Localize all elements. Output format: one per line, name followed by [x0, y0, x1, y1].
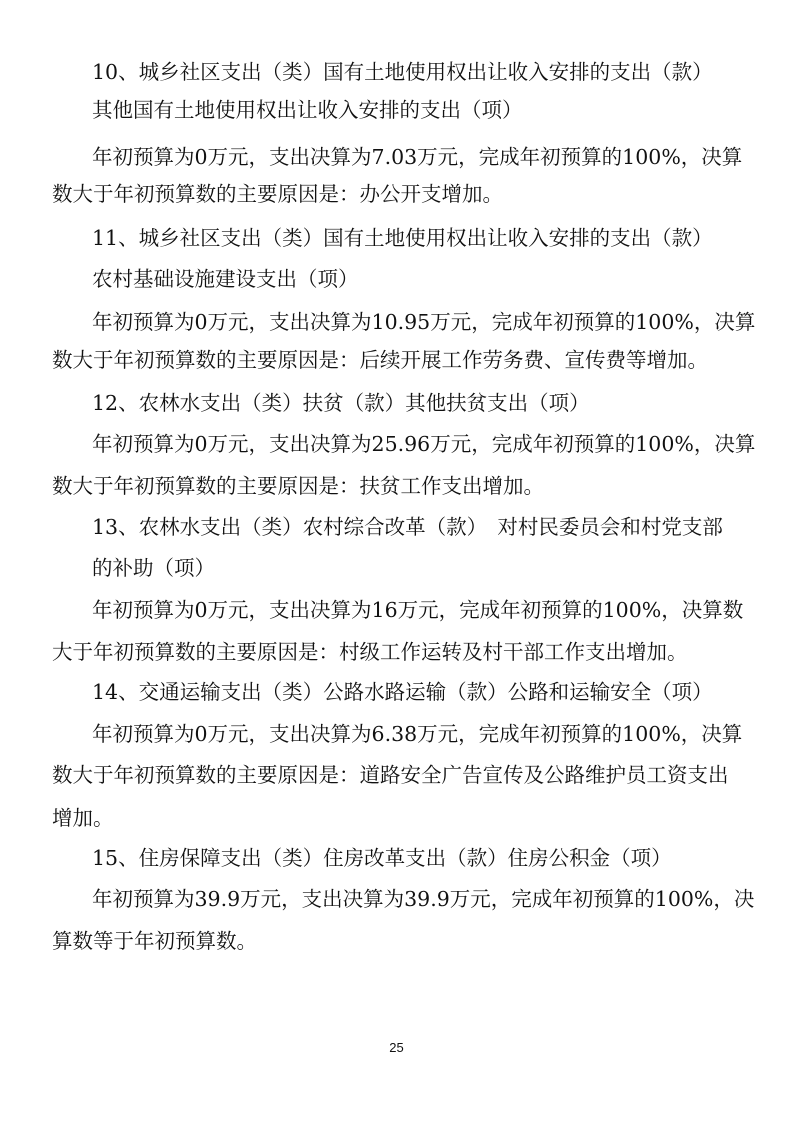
section-13-body-line-1: 年初预算为0万元，支出决算为16万元，完成年初预算的100%，决算数 — [92, 598, 744, 622]
section-12-body-line-1: 年初预算为0万元，支出决算为25.96万元，完成年初预算的100%，决算 — [92, 432, 756, 456]
section-15-heading: 15、住房保障支出（类）住房改革支出（款）住房公积金（项） — [92, 846, 672, 870]
section-13-heading-line-1: 13、农林水支出（类）农村综合改革（款） 对村民委员会和村党支部 — [92, 515, 723, 539]
section-10-body-line-2: 数大于年初预算数的主要原因是：办公开支增加。 — [52, 182, 503, 206]
section-14-body-line-3: 增加。 — [52, 806, 114, 830]
section-11-body-line-2: 数大于年初预算数的主要原因是：后续开展工作劳务费、宣传费等增加。 — [52, 348, 708, 372]
section-14-body-line-1: 年初预算为0万元，支出决算为6.38万元，完成年初预算的100%，决算 — [92, 722, 743, 746]
section-14-heading: 14、交通运输支出（类）公路水路运输（款）公路和运输安全（项） — [92, 680, 713, 704]
section-10-body-line-1: 年初预算为0万元，支出决算为7.03万元，完成年初预算的100%，决算 — [92, 145, 743, 169]
section-14-body-line-2: 数大于年初预算数的主要原因是：道路安全广告宣传及公路维护员工资支出 — [52, 763, 729, 787]
section-15-body-line-2: 算数等于年初预算数。 — [52, 929, 257, 953]
section-12-body-line-2: 数大于年初预算数的主要原因是：扶贫工作支出增加。 — [52, 474, 544, 498]
section-11-item: 农村基础设施建设支出（项） — [92, 267, 359, 291]
section-10-heading: 10、城乡社区支出（类）国有土地使用权出让收入安排的支出（款） — [92, 60, 713, 84]
section-15-body-line-1: 年初预算为39.9万元，支出决算为39.9万元，完成年初预算的100%，决 — [92, 887, 755, 911]
section-11-heading: 11、城乡社区支出（类）国有土地使用权出让收入安排的支出（款） — [92, 226, 713, 250]
section-12-heading: 12、农林水支出（类）扶贫（款）其他扶贫支出（项） — [92, 391, 590, 415]
section-11-body-line-1: 年初预算为0万元，支出决算为10.95万元，完成年初预算的100%，决算 — [92, 310, 756, 334]
section-10-item: 其他国有土地使用权出让收入安排的支出（项） — [92, 98, 523, 122]
section-13-heading-line-2: 的补助（项） — [92, 556, 215, 580]
page-number: 25 — [389, 1040, 404, 1055]
section-13-body-line-2: 大于年初预算数的主要原因是：村级工作运转及村干部工作支出增加。 — [52, 640, 688, 664]
